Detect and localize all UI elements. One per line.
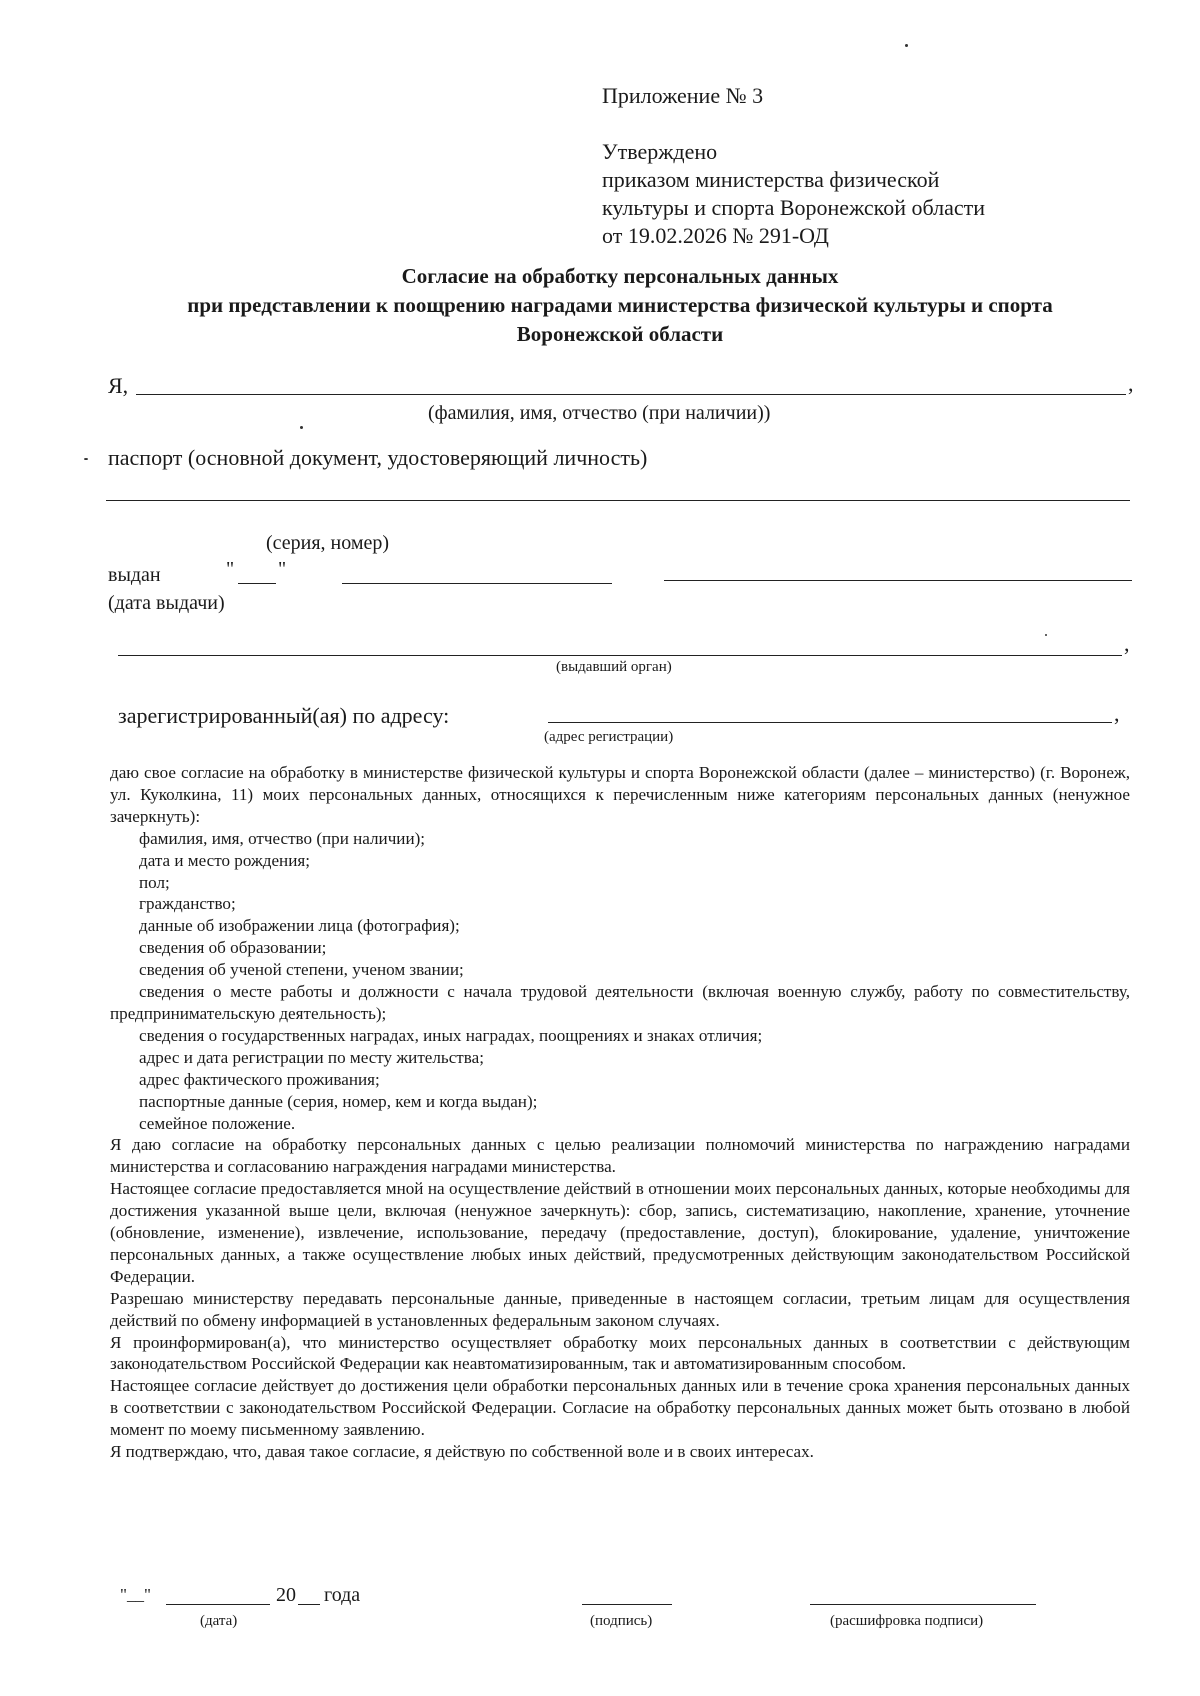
consent-intro: даю свое согласие на обработку в министерстве физической культуры и спорта Воронежской области (далее – министерство) (г. Воронеж, ул. Куколкина, 11) моих персональных данных, относящихся к перечисленным ниже категориям персональных данных (ненужное зачеркнуть): [110, 763, 1130, 826]
consent-paragraph: Я даю согласие на обработку персональных данных с целью реализации полномочий министерства по награждению наградами министерства и согласованию награждения наградами министерства. [110, 1135, 1130, 1177]
date-quotes: "__" [120, 1585, 151, 1604]
approval-block [602, 138, 985, 250]
approval-line: культуры и спорта Воронежской области [602, 195, 986, 220]
category-item: гражданство; [139, 894, 236, 914]
series-caption: (серия, номер) [266, 532, 390, 554]
category-item: фамилия, имя, отчество (при наличии); [139, 828, 426, 848]
category-item: адрес и дата регистрации по месту жительства; [139, 1047, 484, 1067]
consent-paragraph: Я проинформирован(а), что министерство осуществляет обработку моих персональных данных в соответствии с действующим законодательством Российской Федерации как неавтоматизированным, так и автоматизированным способом. [110, 1332, 1130, 1374]
issue-month-field[interactable] [342, 583, 612, 584]
category-item: сведения о государственных наградах, иных наградах, поощрениях и знаках отличия; [139, 1025, 763, 1045]
category-item: данные об изображении лица (фотография); [139, 916, 460, 936]
year-suffix: года [324, 1584, 361, 1606]
issuing-authority-field[interactable] [118, 655, 1122, 656]
category-item: дата и место рождения; [139, 850, 310, 870]
category-item: сведения об образовании; [139, 938, 327, 958]
title-line: Воронежской области [516, 322, 724, 346]
document-title [90, 262, 1150, 349]
signature-field[interactable] [582, 1604, 672, 1605]
title-line: Согласие на обработку персональных данных [401, 264, 839, 288]
title-line: при представлении к поощрению наградами министерства физической культуры и спорта [187, 293, 1053, 317]
passport-field[interactable] [106, 500, 1130, 501]
date-caption: (дата) [200, 1613, 238, 1629]
signature-decoding-field[interactable] [810, 1604, 1036, 1605]
category-item: сведения об ученой степени, ученом звании; [139, 960, 464, 980]
category-item: паспортные данные (серия, номер, кем и когда выдан); [139, 1091, 538, 1111]
quote-open: " [226, 558, 235, 580]
authority-trailing-comma: , [1124, 631, 1130, 656]
consent-paragraph: Настоящее согласие действует до достижения цели обработки персональных данных или в течение срока хранения персональных данных в соответствии с законодательством Российской Федерации. Согласие на обработку персональных данных может быть отозвано в любой момент по моему письменному заявлению. [110, 1376, 1130, 1440]
quote-close: " [278, 558, 287, 580]
consent-paragraph: Настоящее согласие предоставляется мной на осуществление действий в отношении моих персональных данных, которые необходимы для достижения указанной выше цели, включая (ненужное зачеркнуть): сбор, запись, систематизацию, накопление, хранение, уточнение (обновление, изменение), извлечение, использование, передачу (предоставление, доступ), блокирование, удаление, уничтожение персональных данных, а также осуществление любых иных действий, предусмотренных действующим законодательством Российской Федерации. [110, 1179, 1130, 1286]
approval-line: Утверждено [602, 139, 718, 164]
year-prefix: 20 [276, 1584, 296, 1606]
consent-paragraph: Я подтверждаю, что, давая такое согласие, я действую по собственной воле и в своих интересах. [110, 1442, 814, 1462]
address-caption: (адрес регистрации) [544, 729, 674, 745]
category-item: семейное положение. [139, 1113, 296, 1133]
scan-speck [905, 44, 908, 47]
i-label: Я, [108, 373, 129, 398]
authority-caption: (выдавший орган) [556, 659, 672, 675]
category-item: пол; [139, 872, 170, 892]
category-item: сведения о месте работы и должности с начала трудовой деятельности (включая военную службу, работу по совместительству, предпринимательскую деятельность); [110, 982, 1130, 1023]
issue-extra-field[interactable] [664, 580, 1132, 581]
decoding-caption: (расшифровка подписи) [830, 1613, 984, 1629]
registration-address-field[interactable] [548, 722, 1112, 723]
address-trailing-comma: , [1114, 701, 1120, 726]
issue-date-caption: (дата выдачи) [108, 592, 225, 614]
issued-label: выдан [108, 564, 161, 586]
approval-line: приказом министерства физической [602, 167, 940, 192]
name-trailing-comma: , [1128, 371, 1134, 396]
name-caption: (фамилия, имя, отчество (при наличии)) [428, 402, 771, 424]
scan-speck [84, 458, 88, 460]
approval-line: от 19.02.2026 № 291-ОД [602, 223, 829, 248]
registered-label: зарегистрированный(ая) по адресу: [118, 703, 450, 728]
issue-day-field[interactable] [238, 583, 276, 584]
year-field[interactable] [298, 1604, 320, 1605]
consent-body [110, 762, 1130, 1463]
date-month-field[interactable] [166, 1604, 270, 1605]
passport-label: паспорт (основной документ, удостоверяющий личность) [108, 445, 648, 470]
category-item: адрес фактического проживания; [139, 1069, 380, 1089]
appendix-number: Приложение № 3 [602, 83, 764, 108]
consent-paragraph: Разрешаю министерству передавать персональные данные, приведенные в настоящем согласии, третьим лицам для осуществления действий по обмену информацией в установленных федеральным законом случаях. [110, 1288, 1130, 1330]
scan-speck [1045, 634, 1047, 636]
signature-caption: (подпись) [590, 1613, 653, 1629]
scan-speck [300, 426, 303, 429]
full-name-field[interactable] [136, 394, 1126, 395]
